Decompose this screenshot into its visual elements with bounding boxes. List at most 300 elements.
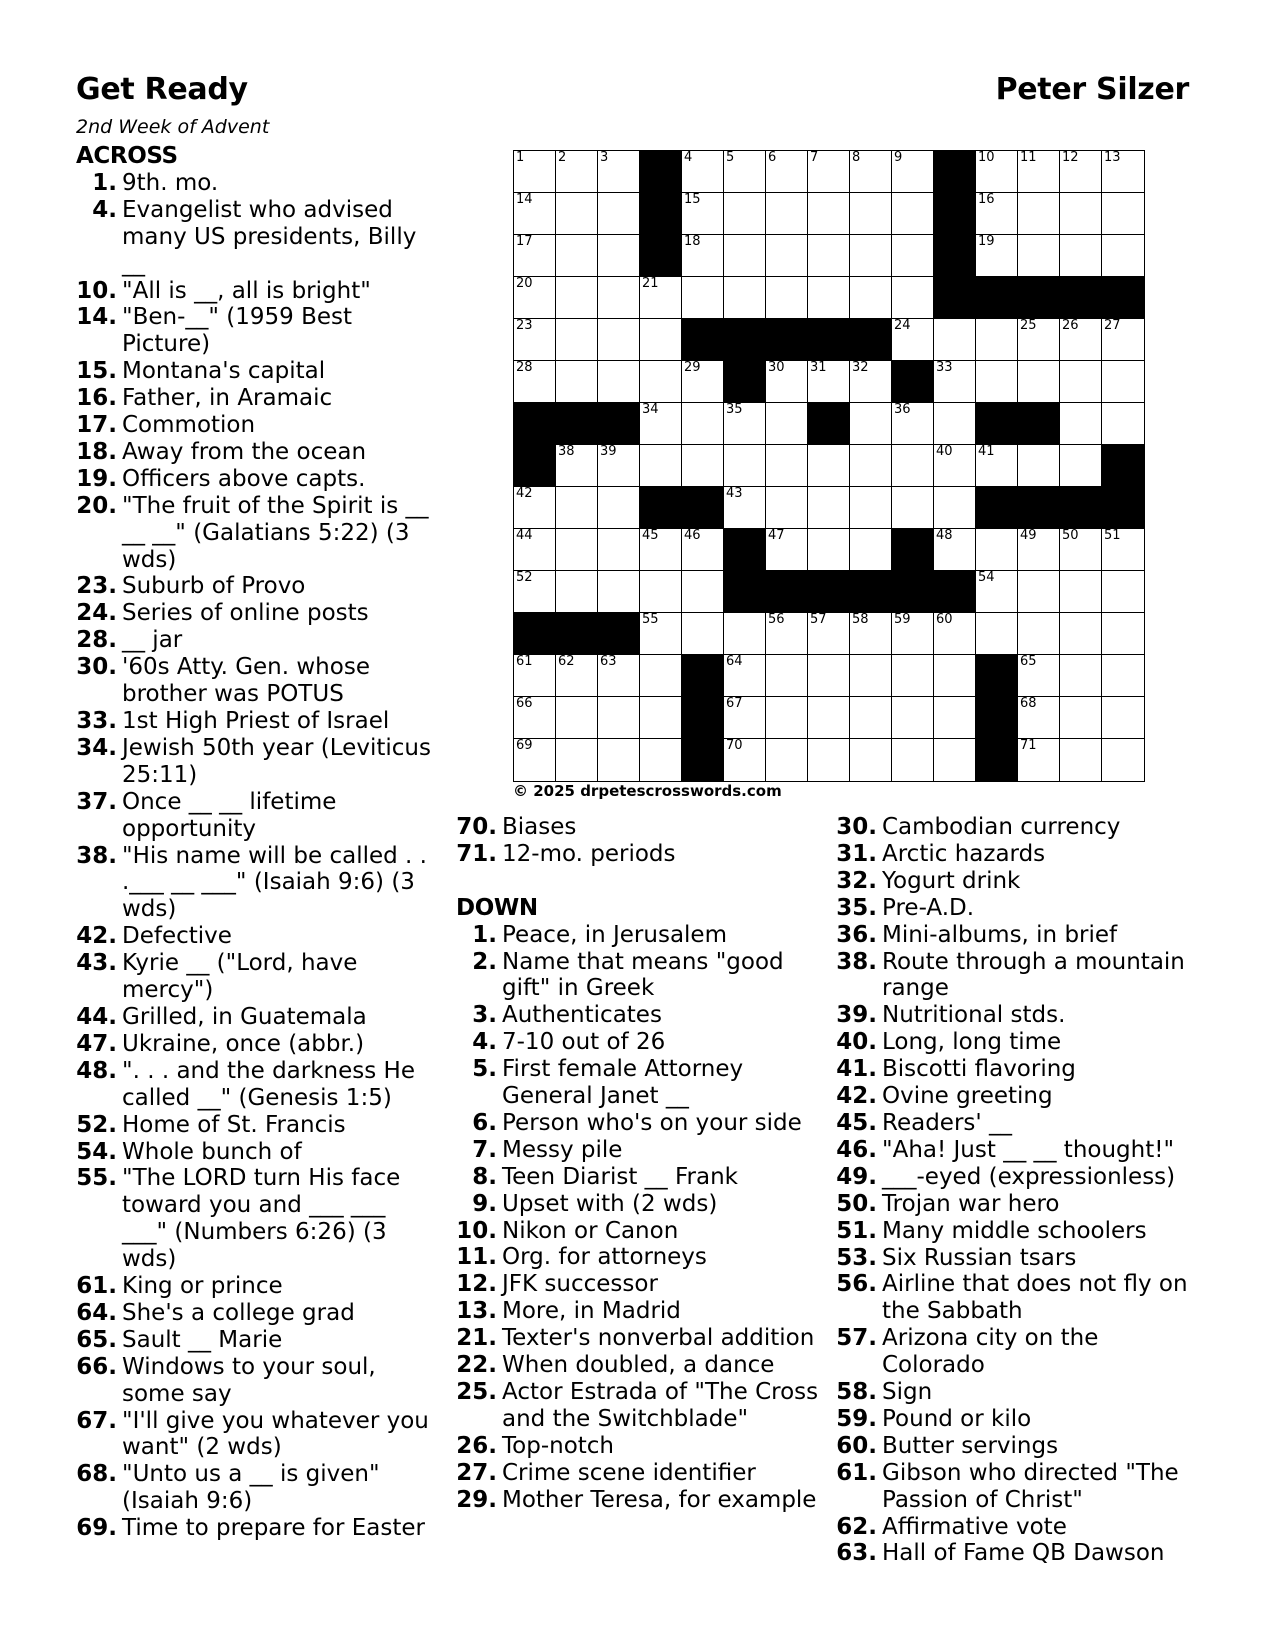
grid-cell[interactable] (892, 403, 934, 445)
grid-cell[interactable] (892, 739, 934, 781)
grid-cell[interactable] (850, 445, 892, 487)
grid-cell[interactable] (1018, 361, 1060, 403)
grid-cell[interactable] (808, 655, 850, 697)
grid-cell[interactable] (1018, 613, 1060, 655)
grid-cell[interactable] (1060, 571, 1102, 613)
grid-cell[interactable] (976, 151, 1018, 193)
cell-number: 1 (516, 150, 525, 165)
grid-cell[interactable] (514, 739, 556, 781)
clue-number: 31. (836, 840, 877, 867)
grid-cell[interactable] (892, 697, 934, 739)
cell-number: 18 (684, 234, 701, 249)
cell-number: 62 (558, 654, 575, 669)
clue-text: Sault __ Marie (122, 1326, 283, 1353)
grid-cell[interactable] (850, 529, 892, 571)
clue-text: Once __ __ lifetime opportunity (122, 788, 337, 842)
grid-cell[interactable] (1018, 739, 1060, 781)
clue-text: Pre-A.D. (882, 894, 975, 921)
grid-cell[interactable] (682, 193, 724, 235)
grid-cell[interactable] (514, 697, 556, 739)
grid-cell[interactable] (850, 655, 892, 697)
cell-number: 49 (1020, 528, 1037, 543)
grid-cell[interactable] (1018, 529, 1060, 571)
clue-text: Biscotti flavoring (882, 1056, 1076, 1083)
grid-block (976, 403, 1018, 445)
across-clue (76, 735, 436, 789)
grid-cell[interactable] (766, 151, 808, 193)
grid-cell[interactable] (808, 487, 850, 529)
grid-block (766, 319, 808, 361)
grid-cell[interactable] (1018, 193, 1060, 235)
grid-cell[interactable] (724, 697, 766, 739)
grid-cell[interactable] (892, 613, 934, 655)
clue-text: Teen Diarist __ Frank (502, 1163, 738, 1190)
grid-cell[interactable] (556, 529, 598, 571)
grid-cell[interactable] (556, 151, 598, 193)
grid-cell[interactable] (850, 739, 892, 781)
grid-cell[interactable] (976, 361, 1018, 403)
grid-cell[interactable] (682, 151, 724, 193)
clue-number: 32. (836, 867, 877, 894)
cell-number: 42 (516, 486, 533, 501)
grid-cell[interactable] (556, 739, 598, 781)
cell-number: 23 (516, 318, 533, 333)
grid-cell[interactable] (766, 235, 808, 277)
grid-cell[interactable] (808, 235, 850, 277)
grid-cell[interactable] (976, 613, 1018, 655)
cell-number: 29 (684, 360, 701, 375)
grid-cell[interactable] (934, 403, 976, 445)
grid-cell[interactable] (976, 235, 1018, 277)
grid-cell[interactable] (724, 151, 766, 193)
grid-cell[interactable] (556, 319, 598, 361)
grid-cell[interactable] (1060, 361, 1102, 403)
grid-cell[interactable] (1102, 361, 1144, 403)
grid-cell[interactable] (1018, 571, 1060, 613)
grid-cell[interactable] (934, 487, 976, 529)
grid-cell[interactable] (1102, 655, 1144, 697)
clue-text: Affirmative vote (882, 1513, 1067, 1540)
grid-cell[interactable] (1018, 697, 1060, 739)
clue-text: Arctic hazards (882, 840, 1046, 867)
grid-cell[interactable] (1102, 571, 1144, 613)
grid-cell[interactable] (766, 739, 808, 781)
grid-cell[interactable] (1102, 151, 1144, 193)
cell-number: 43 (726, 486, 743, 501)
clue-number: 28. (76, 627, 117, 654)
across-clue (76, 1515, 436, 1542)
clue-text: Upset with (2 wds) (502, 1190, 718, 1217)
grid-cell[interactable] (598, 739, 640, 781)
grid-cell[interactable] (514, 277, 556, 319)
across-clue (76, 950, 436, 1004)
grid-cell[interactable] (850, 277, 892, 319)
across-clue (76, 789, 436, 843)
grid-block (724, 319, 766, 361)
cell-number: 12 (1062, 150, 1079, 165)
grid-cell[interactable] (850, 193, 892, 235)
grid-cell[interactable] (682, 571, 724, 613)
grid-cell[interactable] (1060, 697, 1102, 739)
across-clue (76, 278, 436, 305)
across-clue (76, 493, 436, 574)
clue-number: 30. (76, 654, 117, 681)
clue-number: 56. (836, 1271, 877, 1298)
grid-cell[interactable] (598, 193, 640, 235)
clue-text: Kyrie __ ("Lord, have mercy") (122, 950, 358, 1004)
clue-number: 4. (92, 196, 117, 223)
grid-cell[interactable] (1060, 613, 1102, 655)
grid-cell[interactable] (682, 403, 724, 445)
down-clue (836, 1433, 1206, 1460)
clue-number: 38. (836, 948, 877, 975)
across-clue (76, 1300, 436, 1327)
grid-cell[interactable] (724, 655, 766, 697)
clue-number: 46. (836, 1136, 877, 1163)
grid-cell[interactable] (556, 571, 598, 613)
grid-cell[interactable] (1060, 235, 1102, 277)
grid-cell[interactable] (640, 361, 682, 403)
across-clue (76, 654, 436, 708)
clue-text: Father, in Aramaic (122, 385, 333, 412)
grid-cell[interactable] (1102, 235, 1144, 277)
grid-cell[interactable] (640, 445, 682, 487)
clue-text: "Aha! Just __ __ thought!" (882, 1136, 1175, 1163)
grid-cell[interactable] (892, 235, 934, 277)
clue-number: 54. (76, 1138, 117, 1165)
grid-cell[interactable] (766, 697, 808, 739)
grid-cell[interactable] (808, 697, 850, 739)
down-clue (836, 1029, 1206, 1056)
grid-block (724, 361, 766, 403)
clue-number: 8. (472, 1163, 497, 1190)
clue-number: 22. (456, 1352, 497, 1379)
clue-text: Crime scene identifier (502, 1459, 756, 1486)
grid-cell[interactable] (934, 445, 976, 487)
grid-cell[interactable] (892, 655, 934, 697)
across-clue (76, 1139, 436, 1166)
grid-cell[interactable] (766, 529, 808, 571)
clue-text: ". . . and the darkness He called __" (Genesis 1:5) (122, 1057, 416, 1111)
grid-cell[interactable] (724, 487, 766, 529)
clue-number: 50. (836, 1190, 877, 1217)
grid-cell[interactable] (808, 529, 850, 571)
clue-text: Org. for attorneys (502, 1244, 707, 1271)
across-clue (76, 627, 436, 654)
grid-cell[interactable] (808, 445, 850, 487)
clue-text: Many middle schoolers (882, 1217, 1147, 1244)
down-clue (456, 1325, 821, 1352)
grid-cell[interactable] (640, 529, 682, 571)
clue-number: 66. (76, 1353, 117, 1380)
grid-cell[interactable] (598, 235, 640, 277)
grid-cell[interactable] (808, 613, 850, 655)
grid-cell[interactable] (598, 571, 640, 613)
grid-cell[interactable] (598, 529, 640, 571)
grid-cell[interactable] (1102, 697, 1144, 739)
down-clue (456, 1002, 821, 1029)
grid-cell[interactable] (556, 361, 598, 403)
grid-cell[interactable] (598, 697, 640, 739)
grid-cell[interactable] (682, 613, 724, 655)
across-clue (76, 170, 436, 197)
cell-number: 26 (1062, 318, 1079, 333)
grid-cell[interactable] (850, 403, 892, 445)
grid-cell[interactable] (850, 235, 892, 277)
clue-number: 64. (76, 1299, 117, 1326)
grid-cell[interactable] (1018, 655, 1060, 697)
grid-cell[interactable] (514, 487, 556, 529)
grid-cell[interactable] (976, 319, 1018, 361)
clue-text: King or prince (122, 1273, 283, 1300)
grid-cell[interactable] (934, 319, 976, 361)
grid-cell[interactable] (1102, 739, 1144, 781)
clue-text: Cambodian currency (882, 814, 1121, 840)
clue-text: Whole bunch of (122, 1138, 302, 1165)
cell-number: 70 (726, 738, 743, 753)
grid-cell[interactable] (934, 655, 976, 697)
cell-number: 36 (894, 402, 911, 417)
grid-cell[interactable] (850, 613, 892, 655)
across-clue (76, 304, 436, 358)
clue-number: 10. (76, 277, 117, 304)
down-clue (456, 1029, 821, 1056)
cell-number: 38 (558, 444, 575, 459)
grid-cell[interactable] (892, 319, 934, 361)
grid-cell[interactable] (724, 445, 766, 487)
grid-block (976, 739, 1018, 781)
grid-cell[interactable] (514, 361, 556, 403)
grid-cell[interactable] (556, 487, 598, 529)
clue-text: Peace, in Jerusalem (502, 921, 727, 948)
clue-text: Nutritional stds. (882, 1002, 1066, 1029)
grid-cell[interactable] (892, 277, 934, 319)
grid-cell[interactable] (850, 697, 892, 739)
grid-cell[interactable] (556, 193, 598, 235)
grid-cell[interactable] (1102, 529, 1144, 571)
grid-cell[interactable] (724, 739, 766, 781)
grid-cell[interactable] (556, 445, 598, 487)
grid-cell[interactable] (808, 361, 850, 403)
down-clue (456, 1352, 821, 1379)
cell-number: 52 (516, 570, 533, 585)
grid-cell[interactable] (724, 403, 766, 445)
grid-cell[interactable] (1018, 235, 1060, 277)
grid-block (556, 403, 598, 445)
grid-cell[interactable] (766, 655, 808, 697)
grid-cell[interactable] (514, 151, 556, 193)
grid-cell[interactable] (1018, 445, 1060, 487)
grid-cell[interactable] (1060, 403, 1102, 445)
grid-cell[interactable] (640, 697, 682, 739)
grid-cell[interactable] (976, 193, 1018, 235)
grid-cell[interactable] (892, 445, 934, 487)
grid-cell[interactable] (1060, 739, 1102, 781)
clue-text: Actor Estrada of "The Cross and the Switchblade" (502, 1379, 819, 1432)
grid-block (892, 529, 934, 571)
cell-number: 58 (852, 612, 869, 627)
clue-number: 69. (76, 1515, 117, 1542)
grid-cell[interactable] (1102, 613, 1144, 655)
grid-cell[interactable] (598, 319, 640, 361)
grid-cell[interactable] (514, 235, 556, 277)
grid-cell[interactable] (766, 277, 808, 319)
grid-cell[interactable] (766, 193, 808, 235)
grid-cell[interactable] (1102, 319, 1144, 361)
cell-number: 21 (642, 276, 659, 291)
grid-cell[interactable] (808, 151, 850, 193)
grid-block (598, 613, 640, 655)
grid-block (1018, 403, 1060, 445)
clue-number: 7. (472, 1136, 497, 1163)
grid-cell[interactable] (556, 697, 598, 739)
grid-cell[interactable] (514, 655, 556, 697)
grid-cell[interactable] (934, 697, 976, 739)
grid-cell[interactable] (976, 445, 1018, 487)
grid-cell[interactable] (1060, 319, 1102, 361)
grid-cell[interactable] (934, 361, 976, 403)
clue-text: "His name will be called . . .___ __ ___" (Isaiah 9:6) (3 wds) (122, 842, 427, 923)
grid-cell[interactable] (934, 613, 976, 655)
grid-cell[interactable] (1060, 151, 1102, 193)
grid-cell[interactable] (724, 277, 766, 319)
cell-number: 31 (810, 360, 827, 375)
cell-number: 69 (516, 738, 533, 753)
clue-number: 45. (836, 1109, 877, 1136)
grid-cell[interactable] (724, 613, 766, 655)
across-clue (76, 1461, 436, 1515)
grid-cell[interactable] (598, 151, 640, 193)
grid-cell[interactable] (976, 571, 1018, 613)
grid-cell[interactable] (892, 193, 934, 235)
clue-text: Gibson who directed "The Passion of Christ" (882, 1459, 1179, 1513)
grid-cell[interactable] (766, 487, 808, 529)
grid-cell[interactable] (640, 613, 682, 655)
across-clue (76, 1031, 436, 1058)
clue-number: 55. (76, 1165, 117, 1192)
clue-text: Biases (502, 814, 577, 840)
grid-cell[interactable] (1060, 529, 1102, 571)
clue-number: 39. (836, 1002, 877, 1029)
grid-cell[interactable] (640, 655, 682, 697)
grid-cell[interactable] (640, 319, 682, 361)
grid-cell[interactable] (850, 487, 892, 529)
down-clue (836, 895, 1206, 922)
grid-cell[interactable] (766, 361, 808, 403)
grid-block (598, 403, 640, 445)
grid-cell[interactable] (808, 277, 850, 319)
cell-number: 35 (726, 402, 743, 417)
grid-cell[interactable] (640, 277, 682, 319)
grid-cell[interactable] (682, 529, 724, 571)
grid-cell[interactable] (976, 529, 1018, 571)
down-clue (836, 1245, 1206, 1272)
grid-cell[interactable] (514, 571, 556, 613)
grid-cell[interactable] (598, 277, 640, 319)
clue-number: 65. (76, 1326, 117, 1353)
cell-number: 47 (768, 528, 785, 543)
clue-text: Airline that does not fly on the Sabbath (882, 1271, 1188, 1325)
grid-cell[interactable] (934, 529, 976, 571)
grid-cell[interactable] (766, 613, 808, 655)
grid-cell[interactable] (514, 193, 556, 235)
grid-cell[interactable] (556, 277, 598, 319)
grid-cell[interactable] (766, 403, 808, 445)
grid-cell[interactable] (514, 529, 556, 571)
clue-text: When doubled, a dance (502, 1352, 775, 1379)
grid-cell[interactable] (850, 361, 892, 403)
grid-cell[interactable] (682, 361, 724, 403)
grid-cell[interactable] (892, 151, 934, 193)
grid-cell[interactable] (556, 655, 598, 697)
grid-cell[interactable] (556, 235, 598, 277)
grid-cell[interactable] (724, 193, 766, 235)
grid-cell[interactable] (724, 235, 766, 277)
grid-cell[interactable] (682, 277, 724, 319)
grid-block (892, 361, 934, 403)
grid-cell[interactable] (1060, 193, 1102, 235)
across-clue (76, 385, 436, 412)
grid-block (640, 193, 682, 235)
cell-number: 48 (936, 528, 953, 543)
clue-number: 68. (76, 1461, 117, 1488)
down-clue (836, 1110, 1206, 1137)
grid-cell[interactable] (808, 739, 850, 781)
across-clue (76, 1165, 436, 1273)
cell-number: 39 (600, 444, 617, 459)
grid-block (1018, 487, 1060, 529)
grid-cell[interactable] (1018, 151, 1060, 193)
grid-cell[interactable] (514, 319, 556, 361)
grid-cell[interactable] (892, 487, 934, 529)
grid-cell[interactable] (640, 739, 682, 781)
grid-cell[interactable] (1102, 403, 1144, 445)
grid-cell[interactable] (598, 655, 640, 697)
grid-cell[interactable] (1060, 445, 1102, 487)
grid-cell[interactable] (766, 445, 808, 487)
cell-number: 57 (810, 612, 827, 627)
grid-cell[interactable] (808, 193, 850, 235)
clue-number: 23. (76, 573, 117, 600)
down-clue (836, 1056, 1206, 1083)
puzzle-title: Get Ready (76, 72, 248, 107)
down-clue (836, 922, 1206, 949)
clue-text: Ukraine, once (abbr.) (122, 1030, 365, 1057)
clue-number: 61. (836, 1459, 877, 1486)
grid-cell[interactable] (598, 487, 640, 529)
grid-cell[interactable] (1060, 655, 1102, 697)
grid-cell[interactable] (682, 235, 724, 277)
grid-cell[interactable] (1102, 193, 1144, 235)
grid-cell[interactable] (640, 403, 682, 445)
clue-text: Messy pile (502, 1136, 623, 1163)
grid-cell[interactable] (598, 445, 640, 487)
grid-cell[interactable] (934, 739, 976, 781)
grid-block (934, 235, 976, 277)
grid-block (808, 403, 850, 445)
grid-cell[interactable] (682, 445, 724, 487)
grid-cell[interactable] (640, 571, 682, 613)
down-clue (456, 949, 821, 1003)
grid-cell[interactable] (598, 361, 640, 403)
cell-number: 24 (894, 318, 911, 333)
down-clue (456, 1110, 821, 1137)
grid-cell[interactable] (1018, 319, 1060, 361)
clue-text: Person who's on your side (502, 1109, 802, 1136)
down-clue (836, 1137, 1206, 1164)
grid-cell[interactable] (850, 151, 892, 193)
clue-text: Texter's nonverbal addition (502, 1325, 815, 1352)
